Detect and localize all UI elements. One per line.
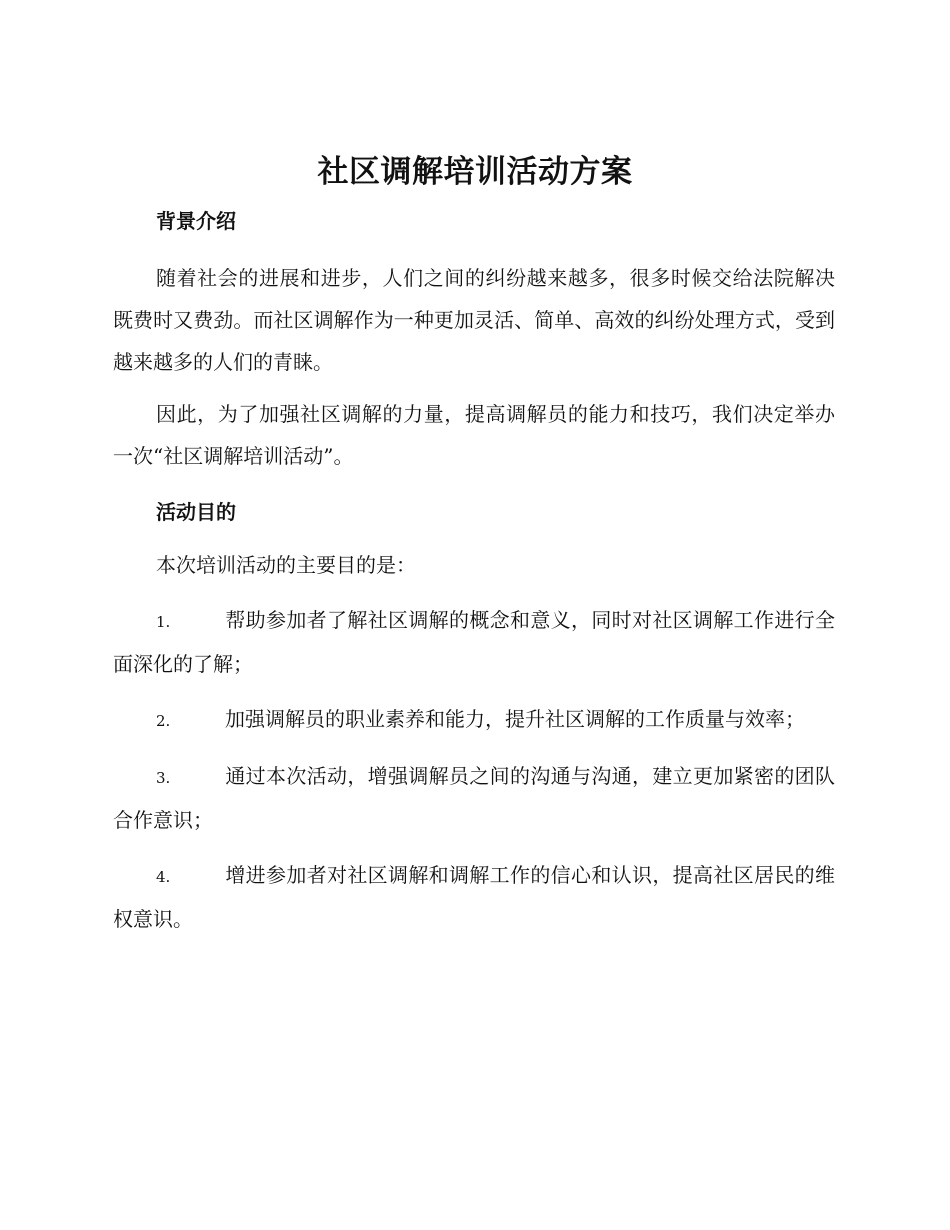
list-item-text: 通过本次活动，增强调解员之间的沟通与沟通，建立更加紧密的团队合作意识； [113, 764, 835, 832]
list-item-number: 1. [156, 613, 171, 631]
list-item [113, 755, 835, 841]
list-item [113, 854, 835, 940]
list-item-number: 2. [156, 712, 171, 730]
list-item [113, 599, 835, 685]
list-item [113, 698, 835, 742]
paragraph-purpose-intro: 本次培训活动的主要目的是： [156, 553, 416, 577]
list-item-text: 增进参加者对社区调解和调解工作的信心和认识，提高社区居民的维权意识。 [113, 863, 835, 931]
section-heading-background: 背景介绍 [156, 209, 236, 233]
section-heading-purpose: 活动目的 [156, 500, 236, 524]
list-item-number: 3. [156, 769, 171, 787]
document-title: 社区调解培训活动方案 [317, 154, 633, 190]
paragraph-background-2: 因此，为了加强社区调解的力量，提高调解员的能力和技巧，我们决定举办一次“社区调解培训活动”。 [113, 402, 835, 468]
document-body [113, 203, 835, 940]
paragraph-background-1: 随着社会的进展和进步，人们之间的纠纷越来越多，很多时候交给法院解决既费时又费劲。而社区调解作为一种更加灵活、简单、高效的纠纷处理方式，受到越来越多的人们的青睐。 [113, 266, 835, 374]
list-item-text: 加强调解员的职业素养和能力，提升社区调解的工作质量与效率； [225, 707, 805, 731]
list-item-number: 4. [156, 868, 171, 886]
list-item-text: 帮助参加者了解社区调解的概念和意义，同时对社区调解工作进行全面深化的了解； [113, 608, 835, 676]
